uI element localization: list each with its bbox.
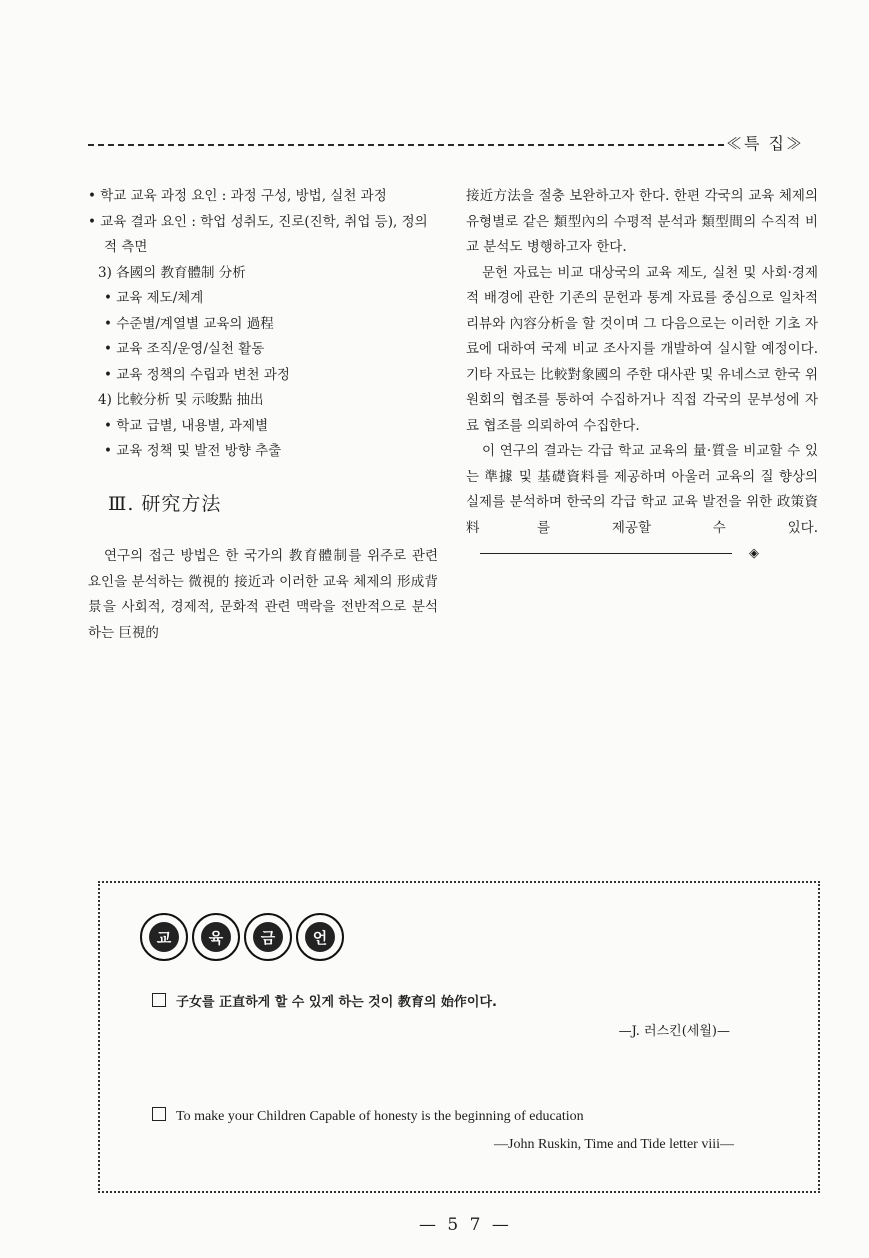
end-mark-icon: ◈ xyxy=(749,546,759,561)
badge-2-char: 육 xyxy=(201,922,231,952)
quote-badges xyxy=(140,913,344,961)
method-paragraph-continued: 接近方法을 절충 보완하고자 한다. 한편 각국의 교육 체제의 유형별로 같은 類型內의 수평적 분석과 類型間의 수직적 비교 분석도 병행하고자 한다. xyxy=(466,188,818,255)
left-column xyxy=(88,184,438,646)
right-column xyxy=(466,184,818,567)
badge-1 xyxy=(140,913,188,961)
method-paragraph: 연구의 접근 방법은 한 국가의 教育體制를 위주로 관련 요인을 분석하는 微視的 接近과 이러한 교육 체제의 形成背景을 사회적, 경제적, 문화적 관련 맥락을 전반적으로 분석하는 巨視的 xyxy=(88,548,438,641)
korean-quote xyxy=(152,991,497,1010)
header-rule xyxy=(88,144,724,146)
quote-box xyxy=(98,881,820,1193)
checkbox-icon xyxy=(152,1107,166,1121)
badge-3-char: 금 xyxy=(253,922,283,952)
outline-item: • 교육 제도/체계 xyxy=(104,290,204,306)
checkbox-icon xyxy=(152,993,166,1007)
outline-item: • 교육 조직/운영/실천 활동 xyxy=(104,341,265,357)
english-quote-text: To make your Children Capable of honesty is the beginning of education xyxy=(176,1109,584,1124)
outline-heading: 4) 比較分析 및 示唆點 抽出 xyxy=(98,392,264,408)
badge-4-char: 언 xyxy=(305,922,335,952)
english-attribution: —John Ruskin, Time and Tide letter viii— xyxy=(494,1137,734,1152)
badge-4 xyxy=(296,913,344,961)
outcome-paragraph xyxy=(466,439,818,567)
outline-item: • 수준별/계열별 교육의 過程 xyxy=(104,315,274,332)
badge-3 xyxy=(244,913,292,961)
badge-1-char: 교 xyxy=(149,922,179,952)
korean-attribution: —J. 러스킨(세월)— xyxy=(618,1024,730,1039)
literature-paragraph: 문헌 자료는 비교 대상국의 교육 제도, 실천 및 사회·경제적 배경에 관한 기존의 문헌과 통계 자료를 중심으로 일차적 리뷰와 內容分析을 할 것이며 그 다음으로는 이러한 기초 자료에 대하여 국제 비교 조사지를 개발하여 실시할 예정이다. 기타 자료는 比較對象國의 주한 대사관 및 유네스코 한국 위원회의 협조를 통하여 수집하거나 직접 각국의 문부성에 자료 협조를 의뢰하여 수집한다. xyxy=(466,264,818,434)
outline-list xyxy=(88,184,438,465)
closing-rule xyxy=(480,553,732,554)
badge-2 xyxy=(192,913,240,961)
outline-item: • 학교 급별, 내용별, 과제별 xyxy=(104,417,269,434)
outcome-text: 이 연구의 결과는 각급 학교 교육의 量·質을 비교할 수 있는 準據 및 基礎資料를 제공하며 아울러 교육의 질 향상의 실제를 분석하며 한국의 각급 학교 교육 발전을 위한 政策資料를 제공할 수 있다. xyxy=(466,443,818,536)
outline-item: • 교육 정책의 수립과 변천 과정 xyxy=(104,366,290,383)
english-quote xyxy=(152,1107,584,1125)
outline-heading: 3) 各國의 教育體制 分析 xyxy=(98,264,246,281)
outline-item: • 교육 정책 및 발전 방향 추출 xyxy=(104,443,282,459)
section-title: Ⅲ. 研究方法 xyxy=(108,492,222,515)
outline-item: • 교육 결과 요인 : 학업 성취도, 진로(진학, 취업 등), 정의적 측면 xyxy=(88,213,428,255)
section-tag: ≪특 집≫ xyxy=(726,134,804,153)
page-number: — 5 7 — xyxy=(419,1215,512,1235)
outline-item: • 학교 교육 과정 요인 : 과정 구성, 방법, 실천 과정 xyxy=(88,188,387,204)
korean-quote-text: 子女를 正直하게 할 수 있게 하는 것이 教育의 始作이다. xyxy=(176,995,497,1010)
